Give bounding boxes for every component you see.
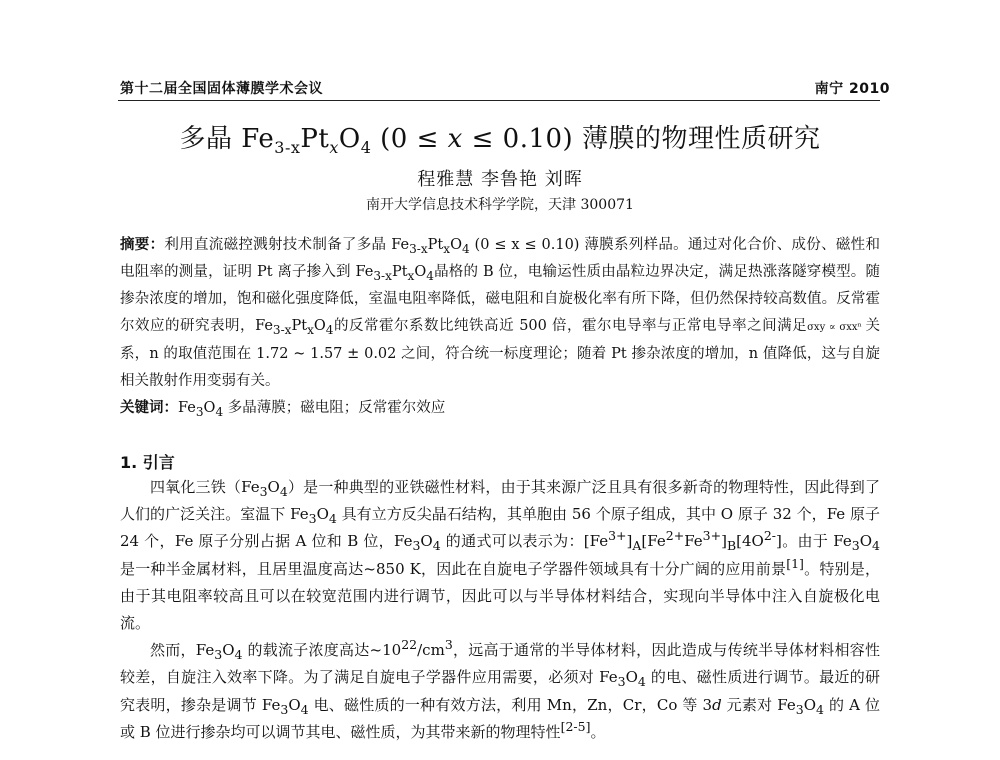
paper-title: 多晶 $Fe_{3-x}Pt_xO_4$ (0 ≤ x ≤ 0.10) 薄膜的物理性质研究 bbox=[179, 124, 821, 158]
introduction-body bbox=[120, 474, 880, 746]
affiliation: 南开大学信息技术科学学院，天津 300071 bbox=[366, 197, 634, 213]
keywords: 关键词：$Fe_3O_4$ 多晶薄膜；磁电阻；反常霍尔效应 bbox=[120, 400, 446, 419]
keywords-label: 关键词： bbox=[120, 400, 178, 416]
location-year-header: 南宁 2010 bbox=[814, 81, 890, 97]
conference-header: 第十二届全国固体薄膜学术会议 bbox=[120, 81, 323, 97]
section-heading-introduction: 1. 引言 bbox=[120, 453, 175, 472]
authors: 程雅慧 李鲁艳 刘晖 bbox=[417, 169, 583, 190]
abstract-label: 摘要： bbox=[120, 237, 165, 253]
abstract: 摘要：利用直流磁控溅射技术制备了多晶 $Fe_{3-x}Pt_xO_4$ (0 ≤ x ≤ 0.10) 薄膜系列样品。通过对化合价、成份、磁性和电阻率的测量，证明 Pt 离子掺入到 $Fe_{3-x}Pt_xO_4$晶格的 B 位，电输运性质由晶粒边界决定，满足热涨落隧穿模型。随掺杂浓度的增加，饱和磁化强度降低，室温电阻率降低，磁电阻和自旋极化率有所下降，但仍然保持较高数值。反常霍尔效应的研究表明，$Fe_{3-x}Pt_xO_4$的反常霍尔系数比纯铁高近 500 倍，霍尔电导率与正常电导率之间满足σxy ∝ σxxⁿ 关系，n 的取值范围在 1.72 ~ 1.57 ± 0.02 之间，符合统一标度理论；随着 Pt 掺杂浓度的增加，n 值降低，这与自旋相关散射作用变弱有关。 bbox=[120, 237, 880, 389]
header-rule bbox=[118, 100, 880, 101]
paragraph: 然而，$Fe_3O_4$ 的载流子浓度高达$\sim 10^{22}/cm^3$，远高于通常的半导体材料，因此造成与传统半导体材料相容性较差，自旋注入效率下降。为了满足自旋电子学器件应用需要，必须对 $Fe_3O_4$ 的电、磁性质进行调节。最近的研究表明，掺杂是调节 $Fe_3O_4$ 电、磁性质的一种有效方法，利用 Mn，Zn，Cr，Co 等 3d 元素对 $Fe_3O_4$ 的 A 位或 B 位进行掺杂均可以调节其电、磁性质，为其带来新的物理特性[2-5]。 bbox=[120, 637, 880, 741]
paragraph: 四氧化三铁$(Fe_3O_4)$是一种典型的亚铁磁性材料，由于其来源广泛且具有很多新奇的物理特性，因此得到了人们的广泛关注。室温下 $Fe_3O_4$ 具有立方反尖晶石结构，其单胞由 56 个原子组成，其中 O 原子 32 个，Fe 原子 24 个，Fe 原子分别占据 A 位和 B 位，$Fe_3O_4$ 的通式可以表示为：$[Fe^{3+}]_A[Fe^{2+}Fe^{3+}]_B[4O^{2-}]$。由于 $Fe_3O_4$ 是一种半金属材料，且居里温度高达~850 K，因此在自旋电子学器件领域具有十分广阔的应用前景[1]。特别是，由于其电阻率较高且可以在较宽范围内进行调节，因此可以与半导体材料结合，实现向半导体中注入自旋极化电流。 bbox=[120, 478, 881, 633]
